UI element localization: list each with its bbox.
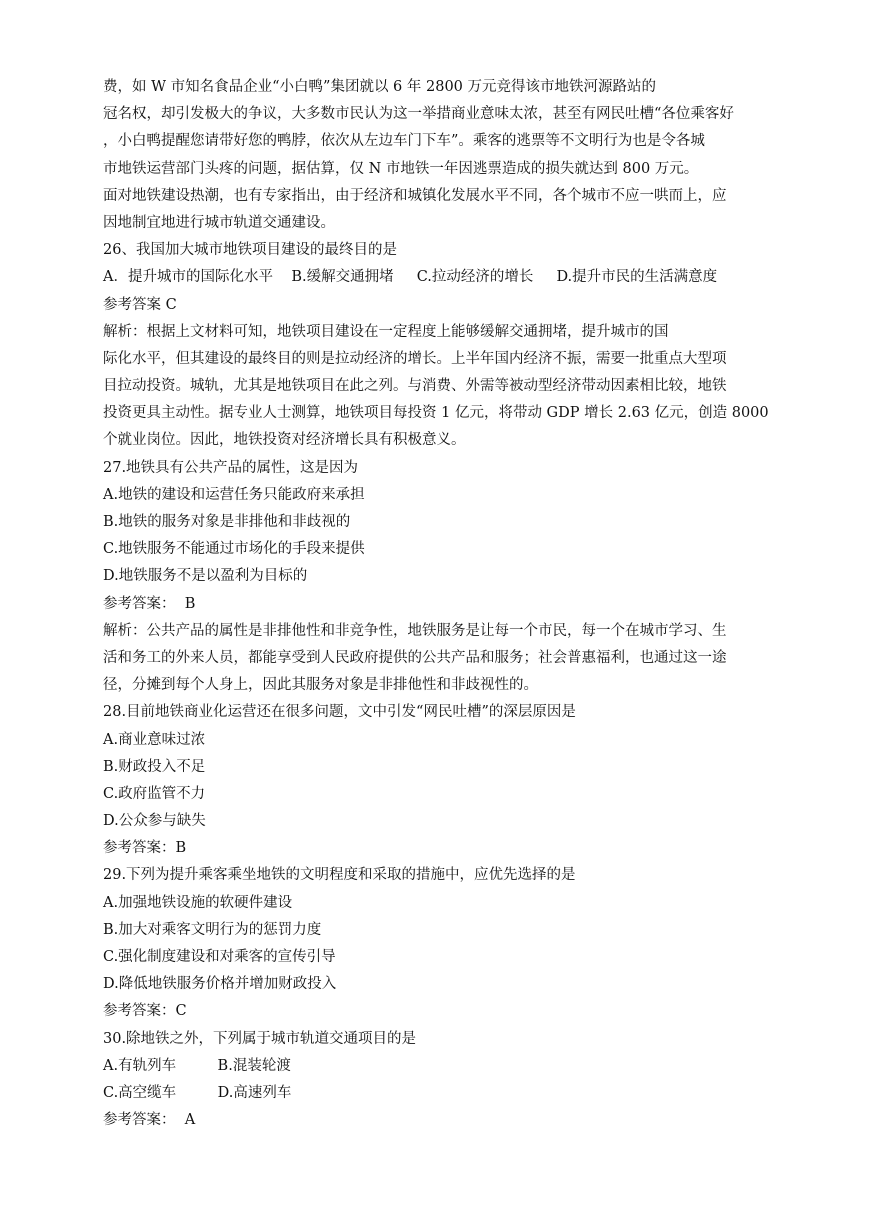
- question-28-answer: 参考答案：B: [103, 840, 187, 857]
- question-28-option-b: B.财政投入不足: [103, 758, 206, 775]
- question-27-stem: 27.地铁具有公共产品的属性，这是因为: [103, 459, 359, 476]
- paragraph-line: 面对地铁建设热潮，也有专家指出，由于经济和城镇化发展水平不同，各个城市不应一哄而上，应: [103, 187, 727, 204]
- paragraph-line: 冠名权，却引发极大的争议，大多数市民认为这一举措商业意味太浓，甚至有网民吐槽“各位乘客好: [103, 106, 734, 123]
- question-27-option-b: B.地铁的服务对象是非排他和非歧视的: [103, 514, 351, 530]
- question-29-option-c: C.强化制度建设和对乘客的宣传引导: [103, 949, 336, 965]
- paragraph-line: 因地制宜地进行城市轨道交通建设。: [103, 214, 335, 231]
- question-28-option-c: C.政府监管不力: [103, 785, 206, 802]
- question-26-analysis: 际化水平，但其建设的最终目的则是拉动经济的增长。上半年国内经济不振，需要一批重点大型项: [103, 350, 727, 367]
- question-29-stem: 29.下列为提升乘客乘坐地铁的文明程度和采取的措施中，应优先选择的是: [103, 867, 576, 884]
- question-27-option-c: C.地铁服务不能通过市场化的手段来提供: [103, 541, 365, 558]
- question-28-option-a: A.商业意味过浓: [103, 731, 206, 748]
- question-26-analysis: 解析：根据上文材料可知，地铁项目建设在一定程度上能够缓解交通拥堵，提升城市的国: [103, 323, 669, 340]
- document-body: [103, 74, 769, 1134]
- question-30-answer: 参考答案： A: [103, 1112, 196, 1129]
- question-29-option-d: D.降低地铁服务价格并增加财政投入: [103, 976, 337, 993]
- paragraph-line: ，小白鸭提醒您请带好您的鸭脖，依次从左边车门下车”。乘客的逃票等不文明行为也是令各城: [103, 133, 705, 150]
- question-27-analysis: 径，分摊到每个人身上，因此其服务对象是非排他性和非歧视性的。: [103, 677, 538, 694]
- question-26-stem: 26、我国加大城市地铁项目建设的最终目的是: [103, 242, 397, 259]
- question-29-option-a: A.加强地铁设施的软硬件建设: [103, 894, 293, 911]
- question-26-analysis: 投资更具主动性。据专业人士测算，地铁项目每投资 1 亿元，将带动 GDP 增长 2.63 亿元，创造 8000: [103, 405, 769, 422]
- question-30-options-ab: A.有轨列车 B.混装轮渡: [103, 1057, 291, 1074]
- question-27-option-d: D.地铁服务不是以盈利为目标的: [103, 568, 308, 585]
- question-28-stem: 28.目前地铁商业化运营还在很多问题，文中引发“网民吐槽”的深层原因是: [103, 704, 576, 721]
- question-26-analysis: 个就业岗位。因此，地铁投资对经济增长具有积极意义。: [103, 432, 466, 449]
- question-29-option-b: B.加大对乘客文明行为的惩罚力度: [103, 921, 322, 938]
- question-27-option-a: A.地铁的建设和运营任务只能政府来承担: [103, 486, 365, 503]
- paragraph-line: 市地铁运营部门头疼的问题，据估算，仅 N 市地铁一年因逃票造成的损失就达到 800 万元。: [103, 160, 699, 177]
- question-27-answer: 参考答案： B: [103, 595, 196, 612]
- question-26-analysis: 目拉动投资。城轨，尤其是地铁项目在此之列。与消费、外需等被动型经济带动因素相比较，地铁: [103, 378, 727, 395]
- question-27-analysis: 解析：公共产品的属性是非排他性和非竞争性，地铁服务是让每一个市民，每一个在城市学习、生: [103, 622, 727, 639]
- question-27-analysis: 活和务工的外来人员，都能享受到人民政府提供的公共产品和服务；社会普惠福利，也通过这一途: [103, 649, 727, 666]
- question-30-options-cd: C.高空缆车 D.高速列车: [103, 1084, 292, 1101]
- paragraph-line: 费，如 W 市知名食品企业“小白鸭”集团就以 6 年 2800 万元竞得该市地铁河源路站的: [103, 79, 657, 95]
- question-28-option-d: D.公众参与缺失: [103, 813, 206, 830]
- question-26-answer: 参考答案 C: [103, 296, 177, 313]
- question-29-answer: 参考答案：C: [103, 1003, 187, 1020]
- question-26-options: A．提升城市的国际化水平 B.缓解交通拥堵 C.拉动经济的增长 D.提升市民的生活满意度: [103, 269, 718, 286]
- question-30-stem: 30.除地铁之外，下列属于城市轨道交通项目的是: [103, 1030, 417, 1047]
